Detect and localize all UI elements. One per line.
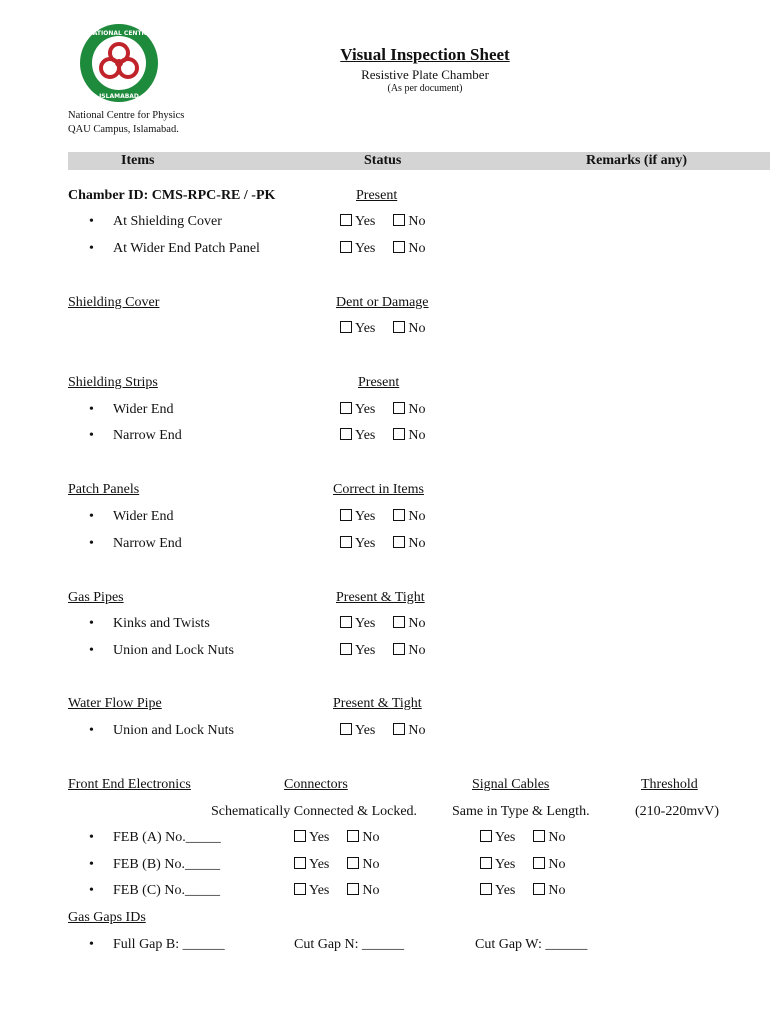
- checkbox-no[interactable]: [393, 643, 405, 655]
- checkbox-no[interactable]: [393, 214, 405, 226]
- checkbox-yes[interactable]: [294, 830, 306, 842]
- bullet: •: [89, 536, 94, 551]
- section-front-end-electronics: Front End Electronics: [68, 777, 191, 792]
- feb-item: FEB (C) No._____: [113, 883, 220, 898]
- fee-cables-desc: Same in Type & Length.: [452, 804, 590, 819]
- yes-no-check[interactable]: Yes No: [480, 883, 566, 899]
- yes-no-check[interactable]: Yes No: [294, 883, 380, 899]
- bullet: •: [89, 616, 94, 631]
- checkbox-no[interactable]: [533, 830, 545, 842]
- column-remarks: Remarks (if any): [586, 153, 688, 168]
- checkbox-yes[interactable]: [340, 402, 352, 414]
- section-water-flow-pipe: Water Flow Pipe: [68, 696, 162, 711]
- bullet: •: [89, 241, 94, 256]
- checkbox-no[interactable]: [393, 616, 405, 628]
- column-items: Items: [121, 153, 155, 168]
- section-gas-pipes: Gas Pipes: [68, 590, 124, 605]
- shielding-strips-status: Present: [358, 375, 400, 390]
- yes-no-check[interactable]: Yes No: [340, 241, 426, 257]
- checkbox-no[interactable]: [393, 536, 405, 548]
- fee-signal-cables-heading: Signal Cables: [472, 777, 550, 792]
- bullet: •: [89, 643, 94, 658]
- yes-no-check[interactable]: Yes No: [340, 616, 426, 632]
- org-name: National Centre for Physics: [68, 110, 185, 121]
- checkbox-no[interactable]: [533, 883, 545, 895]
- list-item: Narrow End: [113, 536, 182, 551]
- yes-no-check[interactable]: Yes No: [340, 643, 426, 659]
- yes-no-check[interactable]: Yes No: [340, 428, 426, 444]
- checkbox-yes[interactable]: [480, 857, 492, 869]
- checkbox-no[interactable]: [347, 830, 359, 842]
- checkbox-yes[interactable]: [294, 857, 306, 869]
- page-note: (As per document): [387, 83, 463, 94]
- fee-connectors-desc: Schematically Connected & Locked.: [211, 804, 418, 819]
- yes-no-check[interactable]: Yes No: [340, 321, 426, 337]
- gas-pipes-status: Present & Tight: [336, 590, 425, 605]
- list-item: At Shielding Cover: [113, 214, 222, 229]
- checkbox-yes[interactable]: [294, 883, 306, 895]
- yes-no-check[interactable]: Yes No: [294, 830, 380, 846]
- section-shielding-strips: Shielding Strips: [68, 375, 158, 390]
- org-address: QAU Campus, Islamabad.: [68, 124, 179, 135]
- list-item: Wider End: [113, 509, 174, 524]
- fee-connectors-heading: Connectors: [284, 777, 348, 792]
- bullet: •: [89, 428, 94, 443]
- section-gas-gaps: Gas Gaps IDs: [68, 910, 146, 925]
- cut-gap-w-field[interactable]: Cut Gap W: ______: [475, 937, 588, 952]
- water-flow-status: Present & Tight: [333, 696, 422, 711]
- yes-no-check[interactable]: Yes No: [340, 509, 426, 525]
- checkbox-no[interactable]: [347, 857, 359, 869]
- list-item: Kinks and Twists: [113, 616, 210, 631]
- yes-no-check[interactable]: Yes No: [480, 857, 566, 873]
- checkbox-no[interactable]: [393, 428, 405, 440]
- list-item: At Wider End Patch Panel: [113, 241, 260, 256]
- page-subtitle: Resistive Plate Chamber: [361, 67, 489, 82]
- bullet: •: [89, 214, 94, 229]
- checkbox-no[interactable]: [347, 883, 359, 895]
- chamber-status: Present: [356, 188, 398, 203]
- yes-no-check[interactable]: Yes No: [340, 536, 426, 552]
- list-item: Union and Lock Nuts: [113, 643, 234, 658]
- checkbox-yes[interactable]: [340, 428, 352, 440]
- checkbox-no[interactable]: [393, 321, 405, 333]
- fee-threshold-heading: Threshold: [641, 777, 698, 792]
- list-item: Wider End: [113, 402, 174, 417]
- checkbox-no[interactable]: [393, 402, 405, 414]
- feb-item: FEB (B) No._____: [113, 857, 220, 872]
- section-shielding-cover: Shielding Cover: [68, 295, 160, 310]
- bullet: •: [89, 402, 94, 417]
- yes-no-check[interactable]: Yes No: [340, 214, 426, 230]
- checkbox-no[interactable]: [393, 509, 405, 521]
- full-gap-b-field[interactable]: Full Gap B: ______: [113, 937, 225, 952]
- checkbox-yes[interactable]: [480, 830, 492, 842]
- checkbox-yes[interactable]: [340, 321, 352, 333]
- cut-gap-n-field[interactable]: Cut Gap N: ______: [294, 937, 405, 952]
- bullet: •: [89, 937, 94, 952]
- feb-item: FEB (A) No._____: [113, 830, 221, 845]
- checkbox-yes[interactable]: [480, 883, 492, 895]
- list-item: Union and Lock Nuts: [113, 723, 234, 738]
- checkbox-no[interactable]: [533, 857, 545, 869]
- bullet: •: [89, 723, 94, 738]
- bullet: •: [89, 857, 94, 872]
- svg-text:ISLAMABAD: ISLAMABAD: [99, 93, 139, 100]
- checkbox-yes[interactable]: [340, 643, 352, 655]
- checkbox-yes[interactable]: [340, 723, 352, 735]
- page-title: Visual Inspection Sheet: [340, 45, 510, 64]
- bullet: •: [89, 509, 94, 524]
- chamber-id-label: Chamber ID: CMS-RPC-RE / -PK: [68, 188, 276, 203]
- fee-threshold-desc: (210-220mvV): [635, 804, 719, 819]
- checkbox-no[interactable]: [393, 241, 405, 253]
- yes-no-check[interactable]: Yes No: [340, 402, 426, 418]
- checkbox-no[interactable]: [393, 723, 405, 735]
- checkbox-yes[interactable]: [340, 241, 352, 253]
- list-item: Narrow End: [113, 428, 182, 443]
- checkbox-yes[interactable]: [340, 214, 352, 226]
- checkbox-yes[interactable]: [340, 509, 352, 521]
- bullet: •: [89, 830, 94, 845]
- section-patch-panels: Patch Panels: [68, 482, 140, 497]
- yes-no-check[interactable]: Yes No: [480, 830, 566, 846]
- svg-text:NATIONAL CENTRE: NATIONAL CENTRE: [87, 30, 151, 37]
- shielding-cover-status: Dent or Damage: [336, 295, 429, 310]
- bullet: •: [89, 883, 94, 898]
- yes-no-check[interactable]: Yes No: [340, 723, 426, 739]
- yes-no-check[interactable]: Yes No: [294, 857, 380, 873]
- patch-panels-status: Correct in Items: [333, 482, 424, 497]
- column-status: Status: [364, 153, 402, 168]
- checkbox-yes[interactable]: [340, 536, 352, 548]
- checkbox-yes[interactable]: [340, 616, 352, 628]
